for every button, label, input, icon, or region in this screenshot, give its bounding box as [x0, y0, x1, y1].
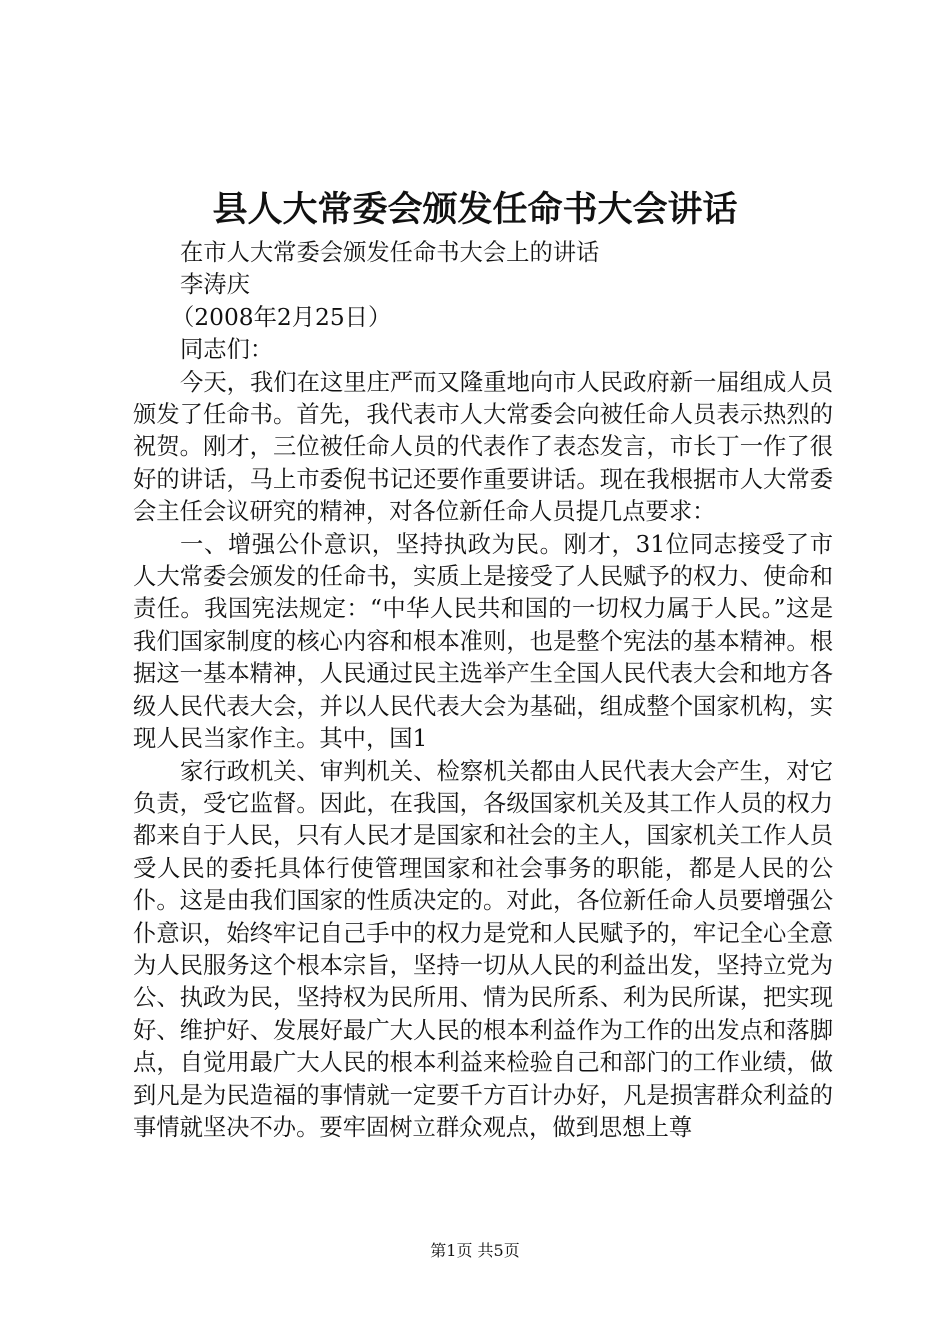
document-body: [133, 237, 833, 1144]
page-footer: 第1页 共5页: [430, 1241, 520, 1260]
subtitle-paragraph: 在市人大常委会颁发任命书大会上的讲话: [180, 239, 600, 266]
speech-date: （2008年2月25日）: [171, 303, 392, 331]
body-paragraph: 家行政机关、审判机关、检察机关都由人民代表大会产生，对它负责，受它监督。因此，在我国，各级国家机关及其工作人员的权力都来自于人民，只有人民才是国家和社会的主人，国家机关工作人员受人民的委托具体行使管理国家和社会事务的职能，都是人民的公仆。这是由我们国家的性质决定的。对此，各位新任命人员要增强公仆意识，始终牢记自己手中的权力是党和人民赋予的，牢记全心全意为人民服务这个根本宗旨，坚持一切从人民的利益出发，坚持立党为公、执政为民，坚持权为民所用、情为民所系、利为民所谋，把实现好、维护好、发展好最广大人民的根本利益作为工作的出发点和落脚点，自觉用最广大人民的根本利益来检验自己和部门的工作业绩，做到凡是为民造福的事情就一定要千方百计办好，凡是损害群众利益的事情就坚决不办。要牢固树立群众观点，做到思想上尊: [133, 757, 833, 1141]
salutation: 同志们：: [180, 336, 274, 364]
document-title: 县人大常委会颁发任命书大会讲话: [212, 189, 738, 230]
body-paragraph: 一、增强公仆意识，坚持执政为民。刚才，31位同志接受了市人大常委会颁发的任命书，实质上是接受了人民赋予的权力、使命和责任。我国宪法规定：“中华人民共和国的一切权力属于人民。”这是我们国家制度的核心内容和根本准则，也是整个宪法的基本精神。根据这一基本精神，人民通过民主选举产生全国人民代表大会和地方各级人民代表大会，并以人民代表大会为基础，组成整个国家机构，实现人民当家作主。其中，国1: [133, 530, 833, 753]
speaker-name: 李涛庆: [180, 271, 250, 299]
body-paragraph: 今天，我们在这里庄严而又隆重地向市人民政府新一届组成人员颁发了任命书。首先，我代表市人大常委会向被任命人员表示热烈的祝贺。刚才，三位被任命人员的代表作了表态发言，市长丁一作了很好的讲话，马上市委倪书记还要作重要讲话。现在我根据市人大常委会主任会议研究的精神，对各位新任命人员提几点要求：: [133, 368, 833, 526]
